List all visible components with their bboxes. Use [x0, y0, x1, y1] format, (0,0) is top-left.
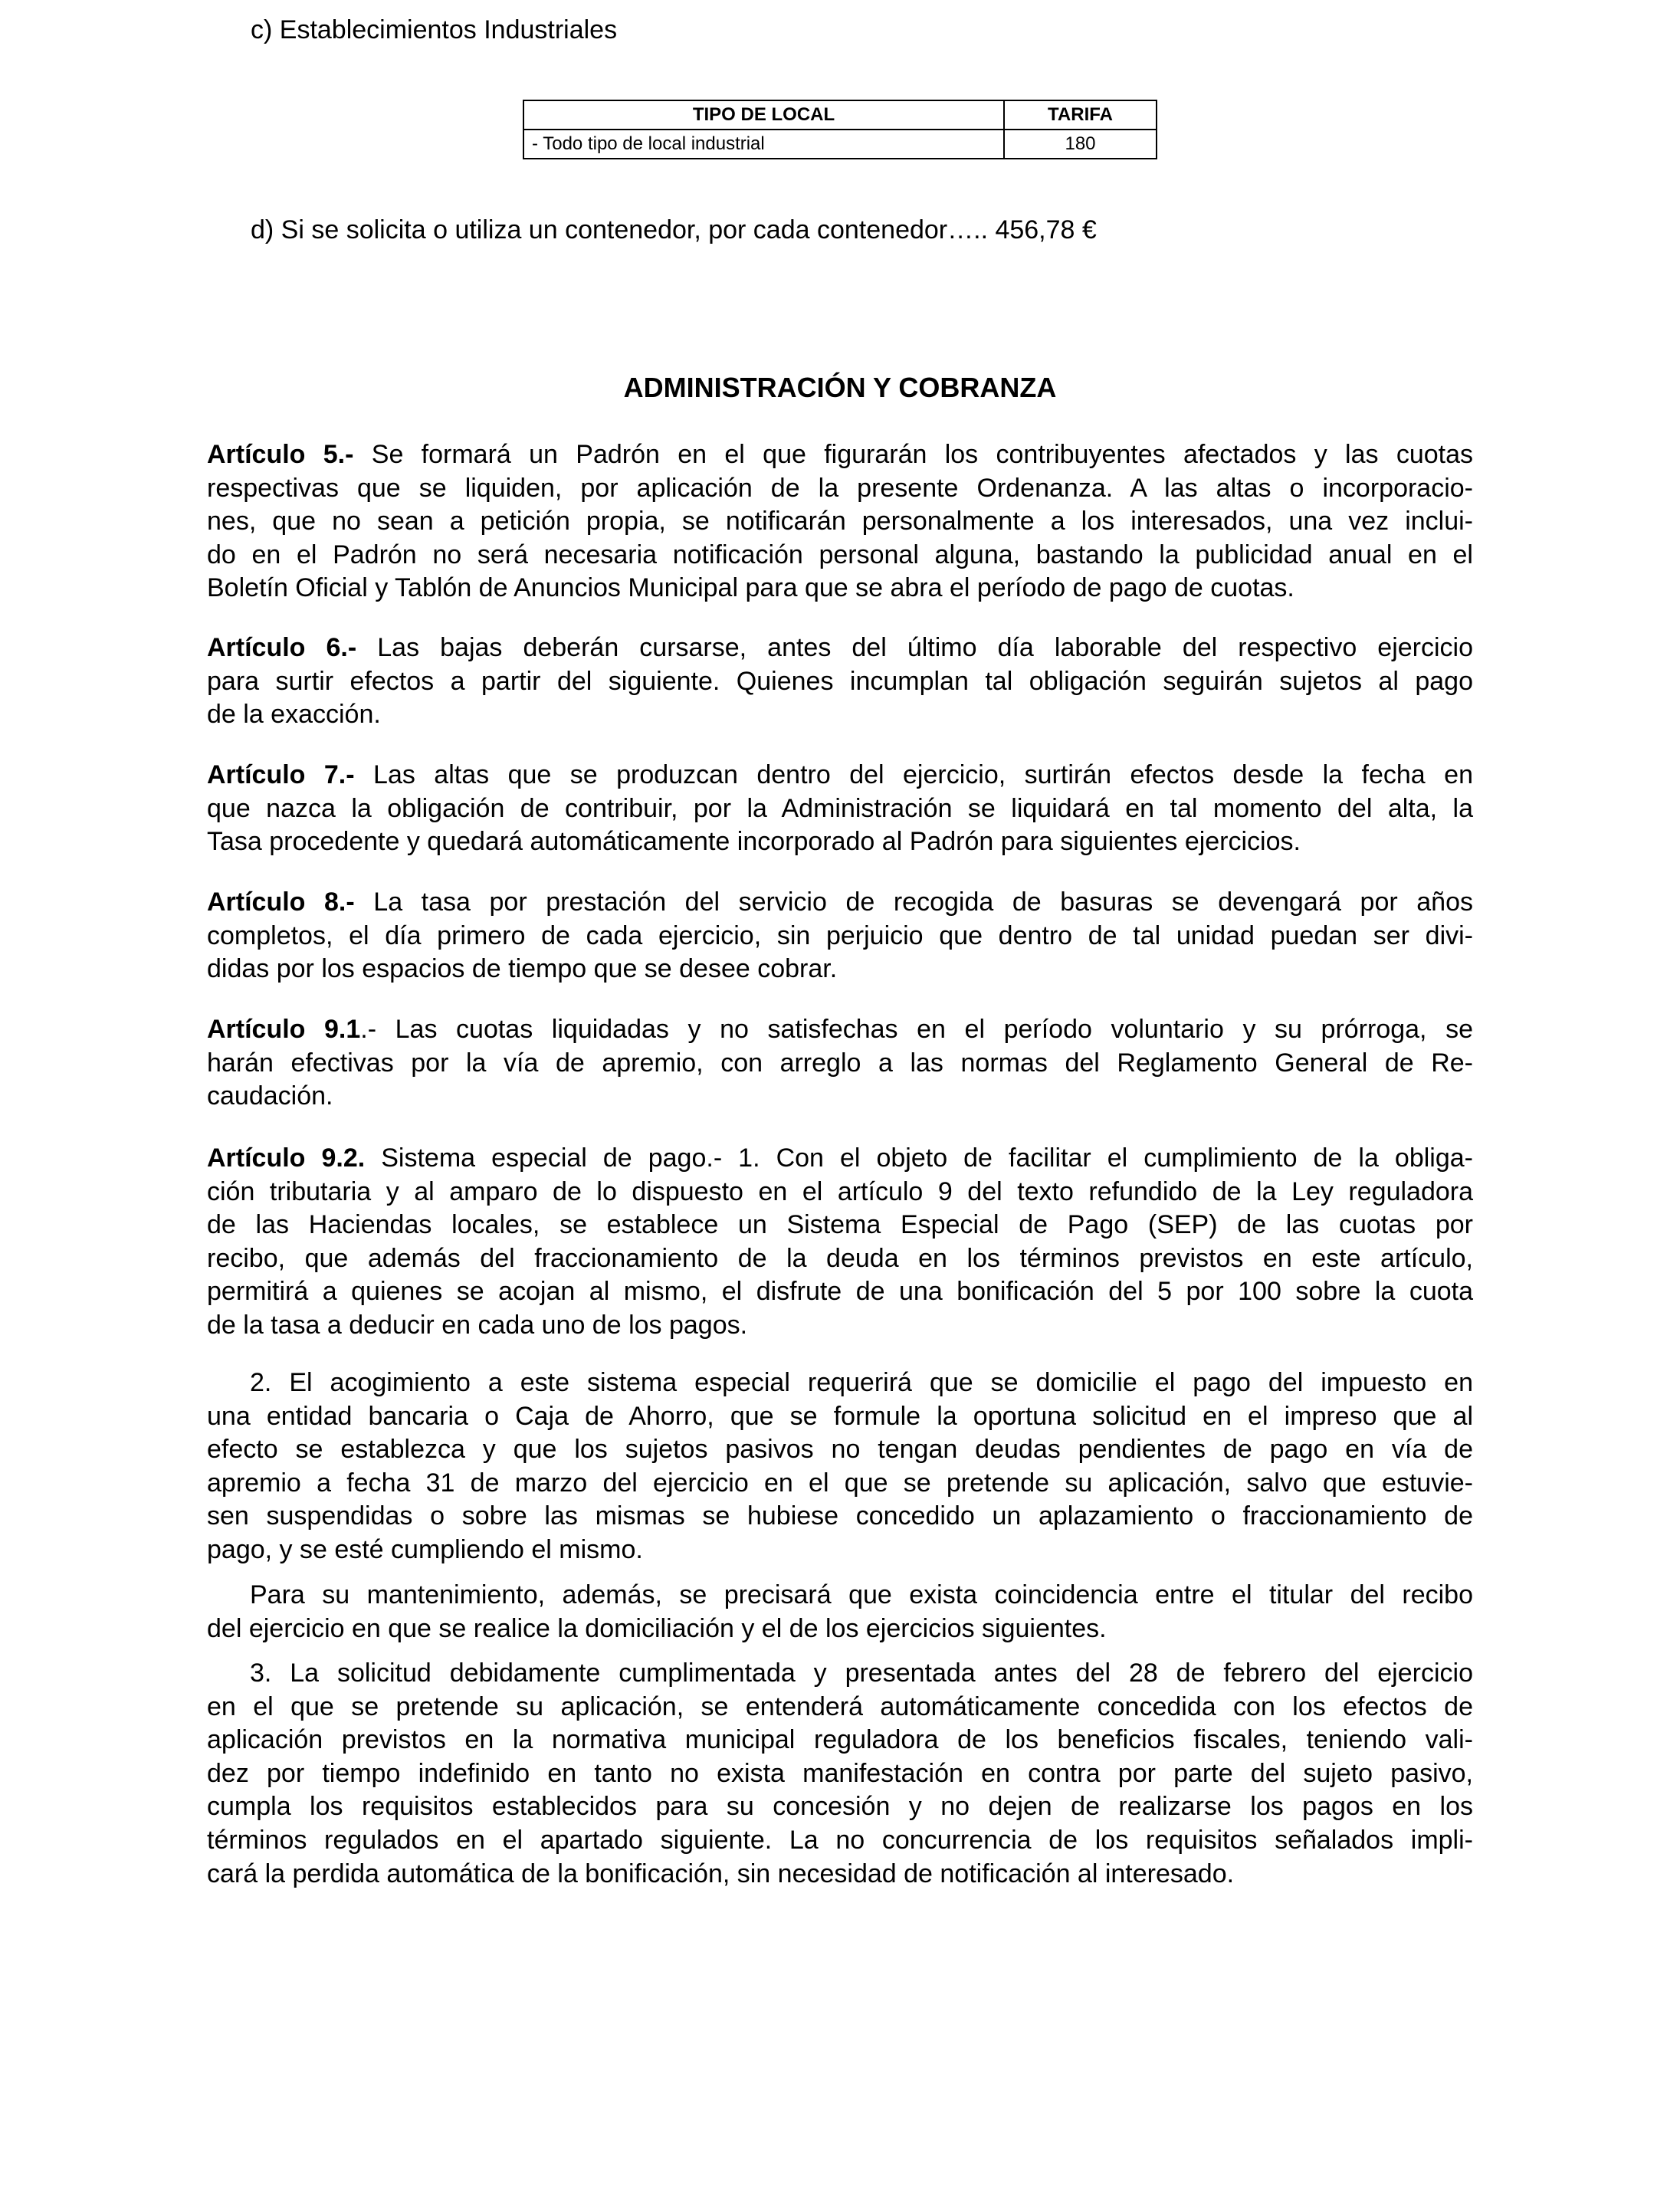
article-line: respectivas que se liquiden, por aplicación de la presente Ordenanza. A las altas o incorporacio- [207, 473, 1473, 503]
article-line: cumpla los requisitos establecidos para su concesión y no dejen de realizarse los pagos en los [207, 1792, 1473, 1822]
article-line: Artículo 5.- Se formará un Padrón en el que figurarán los contribuyentes afectados y las cuotas [207, 440, 1473, 469]
article-line: apremio a fecha 31 de marzo del ejercicio en el que se pretende su aplicación, salvo que estuvie- [207, 1468, 1473, 1498]
article-label: Artículo 5.- [207, 440, 354, 469]
article-line: nes, que no sean a petición propia, se notificarán personalmente a los interesados, una vez inclui- [207, 507, 1473, 536]
article-line: dez por tiempo indefinido en tanto no exista manifestación en contra por parte del sujeto pasivo, [207, 1758, 1473, 1788]
article-label: Artículo 9.1 [207, 1015, 361, 1044]
article-label: Artículo 9.2. [207, 1143, 366, 1173]
article-line: harán efectivas por la vía de apremio, con arreglo a las normas del Reglamento General de Re- [207, 1048, 1473, 1078]
section-title: ADMINISTRACIÓN Y COBRANZA [623, 372, 1057, 403]
article-line: Artículo 9.1.- Las cuotas liquidadas y no satisfechas en el período voluntario y su prórroga, se [207, 1015, 1473, 1044]
industrial-heading: c) Establecimientos Industriales [251, 15, 618, 44]
paragraph-2 [207, 1367, 1473, 1567]
paragraph-mantenimiento [207, 1579, 1473, 1645]
article-line: efecto se establezca y que los sujetos pasivos no tengan deudas pendientes de pago en vía de [207, 1435, 1473, 1465]
article-label: Artículo 8.- [207, 888, 355, 917]
article-line: Boletín Oficial y Tablón de Anuncios Municipal para que se abra el período de pago de cuotas. [207, 573, 1294, 603]
article-line: 3. La solicitud debidamente cumplimentada y presentada antes del 28 de febrero del ejercicio [250, 1659, 1473, 1688]
article-8 [207, 886, 1473, 986]
article-line: del ejercicio en que se realice la domiciliación y el de los ejercicios siguientes. [207, 1613, 1107, 1643]
article-line: Artículo 9.2. Sistema especial de pago.- 1. Con el objeto de facilitar el cumplimiento de la obliga- [207, 1143, 1473, 1173]
article-line: sen suspendidas o sobre las mismas se hubiese concedido un aplazamiento o fraccionamiento de [207, 1501, 1473, 1531]
article-line: de las Haciendas locales, se establece un Sistema Especial de Pago (SEP) de las cuotas por [207, 1210, 1473, 1240]
article-line: Para su mantenimiento, además, se precisará que exista coincidencia entre el titular del recibo [250, 1580, 1473, 1609]
article-line: de la tasa a deducir en cada uno de los pagos. [207, 1310, 748, 1340]
article-line: ción tributaria y al amparo de lo dispuesto en el artículo 9 del texto refundido de la Ley reguladora [207, 1176, 1473, 1206]
article-line: Artículo 7.- Las altas que se produzcan dentro del ejercicio, surtirán efectos desde la fecha en [207, 760, 1473, 789]
article-line: de la exacción. [207, 700, 381, 730]
article-label: Artículo 7.- [207, 760, 355, 789]
article-line: Artículo 8.- La tasa por prestación del servicio de recogida de basuras se devengará por años [207, 888, 1473, 917]
article-line: para surtir efectos a partir del siguiente. Quienes incumplan tal obligación seguirán sujetos al pago [207, 666, 1473, 696]
paragraph-3 [207, 1657, 1473, 1891]
table-header-tarifa: TARIFA [1004, 100, 1157, 130]
article-line: do en el Padrón no será necesaria notificación personal alguna, bastando la publicidad anual en el [207, 540, 1473, 569]
article-line: recibo, que además del fraccionamiento de la deuda en los términos previstos en este artículo, [207, 1243, 1473, 1273]
article-line: aplicación previstos en la normativa municipal reguladora de los beneficios fiscales, teniendo vali- [207, 1725, 1473, 1755]
article-line: caudación. [207, 1081, 333, 1111]
article-line: que nazca la obligación de contribuir, por la Administración se liquidará en tal momento del alta, la [207, 793, 1473, 823]
table-cell-tarifa: 180 [1004, 130, 1157, 159]
article-line: pago, y se esté cumpliendo el mismo. [207, 1534, 643, 1564]
article-line: términos regulados en el apartado siguiente. La no concurrencia de los requisitos señalados impli- [207, 1825, 1473, 1855]
article-line: Tasa procedente y quedará automáticamente incorporado al Padrón para siguientes ejercicios. [207, 827, 1301, 857]
article-7 [207, 759, 1473, 859]
article-line: en el que se pretende su aplicación, se entenderá automáticamente concedida con los efectos de [207, 1691, 1473, 1721]
article-line: Artículo 6.- Las bajas deberán cursarse, antes del último día laborable del respectivo ejercicio [207, 633, 1473, 662]
article-6 [207, 632, 1473, 732]
article-line: cará la perdida automática de la bonificación, sin necesidad de notificación al interesado. [207, 1859, 1235, 1888]
article-line: 2. El acogimiento a este sistema especial requerirá que se domicilie el pago del impuesto en [250, 1368, 1473, 1397]
contenedor-line: d) Si se solicita o utiliza un contenedor, por cada contenedor….. 456,78 € [251, 215, 1097, 244]
article-line: didas por los espacios de tiempo que se desee cobrar. [207, 954, 838, 984]
article-line: permitirá a quienes se acojan al mismo, el disfrute de una bonificación del 5 por 100 sobre la cuota [207, 1277, 1473, 1307]
article-5 [207, 438, 1473, 605]
article-9-1 [207, 1013, 1473, 1114]
table-cell-tipo: - Todo tipo de local industrial [523, 130, 1004, 159]
article-9-2 [207, 1142, 1473, 1343]
article-line: una entidad bancaria o Caja de Ahorro, que se formule la oportuna solicitud en el impreso que al [207, 1401, 1473, 1431]
article-line: completos, el día primero de cada ejercicio, sin perjuicio que dentro de tal unidad puedan ser divi- [207, 920, 1473, 950]
table-row [523, 130, 1157, 159]
tarifa-table [523, 100, 1157, 159]
article-label: Artículo 6.- [207, 633, 357, 662]
table-header-tipo: TIPO DE LOCAL [523, 100, 1004, 130]
